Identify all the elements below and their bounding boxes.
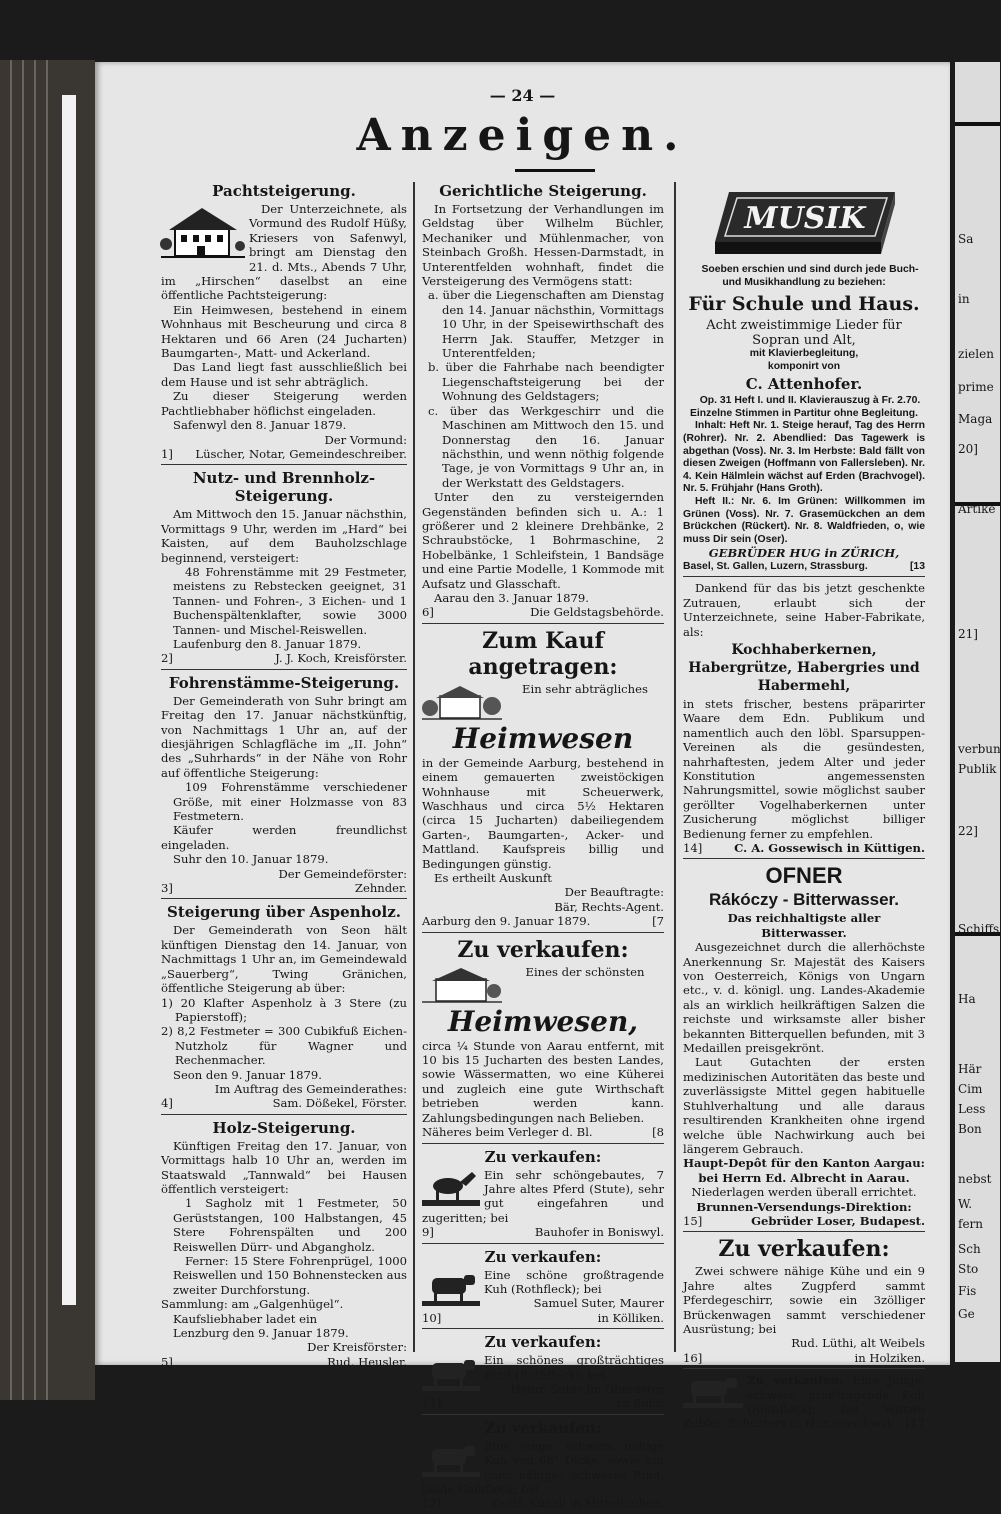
ad-text: Eine schöne großtragende Kuh (Rothfleck); bei	[484, 1267, 664, 1296]
ad-text: Eine junge, schwere großtragende Kuh (Rothfleck); bei Wittwe Zubler, Schusters in Hunzenschwyl.	[683, 1373, 926, 1431]
adjacent-page-fragment: Schiffs	[958, 922, 1000, 936]
column-2	[422, 180, 664, 1511]
ad-title: Zu verkaufen:	[457, 936, 629, 963]
ad-text: Künftigen Freitag den 17. Januar, von Vormittags halb 10 Uhr an, werden im Staatswald „Tannwald“ bei Hausen öffentlich versteigert:	[161, 1138, 407, 1196]
ad-title: Steigerung über Aspenholz.	[167, 903, 401, 922]
ad-items: 48 Fohrenstämme mit 29 Festmeter, meistens zu Rebstecken geeignet, 31 Tannen- und Fohren-, 3 Eichen- und 1 Buchenspältenklafter, sowie 3000 Tannen- und Mischel-Reiswellen.	[173, 564, 407, 637]
musik-logo-text: MUSIK	[744, 201, 866, 236]
ad-title: Zu verkaufen:	[747, 1373, 844, 1388]
ad-text: Ein sehr schöngebautes, 7 Jahre altes Pferd (Stute), sehr gut eingefahren und zugeritten; bei	[422, 1167, 664, 1225]
page-edge-strip	[62, 95, 76, 1305]
ad-text: Op. 31 Heft I. und II. Klavierauszug à Fr. 2.70. Einzelne Stimmen in Partitur ohne Begleitung.	[689, 395, 921, 419]
ad-verkaufen-kuh	[422, 1248, 664, 1330]
ad-musik	[683, 186, 925, 577]
ad-items: 109 Fohrenstämme verschiedener Größe, mit einer Holzmasse von 83 Festmetern.	[173, 780, 407, 824]
ad-items: 1 Sagholz mit 1 Festmeter, 50 Gerüststangen, 100 Halbstangen, 45 Stere Fohrenspälten und 200 Reiswellen Dürr- und Abgangholz.	[173, 1196, 407, 1254]
ad-signer: Die Geldstagsbehörde.	[530, 605, 664, 620]
adjacent-page-fragment: Artike	[958, 502, 996, 516]
ad-title: OFNER	[765, 863, 843, 889]
adjacent-page-fragment: Ha	[958, 992, 976, 1006]
ad-text: Der Unterzeichnete, als Vormund des Rudolf Hüßy, Kriesers von Safenwyl, bringt am Dienstag den 21. d. Mts., Abends 7 Uhr, im „Hirschen“ daselbst an eine öffentliche Pachtsteigerung:	[161, 202, 407, 303]
adjacent-page-fragment: Fis	[958, 1284, 977, 1298]
ad-place: in Kölliken.	[597, 1310, 664, 1325]
ad-signer: Bauhofer in Boniswyl.	[534, 1225, 664, 1240]
ad-text: Niederlagen werden überall errichtet.	[691, 1185, 917, 1200]
adjacent-page-fragment: W.	[958, 1197, 973, 1211]
ad-date: Aarau den 3. Januar 1879.	[434, 590, 589, 605]
adjacent-page-fragment: Här	[958, 1062, 982, 1076]
ad-text: Zwei schwere nähige Kühe und ein 9 Jahre altes Zugpferd sammt Pferdegeschirr, sowie ein 3zölliger Brückenwagen sammt verschiedener Ausrüstung; bei	[683, 1264, 925, 1336]
ad-text: Dankend für das bis jetzt geschenkte Zutrauen, erlaubt sich der Unterzeichnete, seine Haber-Fabrikate, als:	[683, 581, 925, 639]
ad-title-2: Rákóczy - Bitterwasser.	[709, 890, 899, 910]
ad-text: Ausgezeichnet durch die allerhöchste Anerkennung Sr. Majestät des Kaisers von Oesterreich, Königs von Ungarn etc., v. d. königl. ung. Landes-Akademie als an wirklich heilkräftigen Salzen die reichste und wirksamste aller bisher bekannten Bitterquellen befunden, mit 3 Medaillen preisgekrönt.	[683, 940, 925, 1056]
ad-date: Seon den 9. Januar 1879.	[173, 1067, 322, 1082]
adjacent-page-fragment: Sa	[958, 232, 974, 246]
ad-signer: Gottl. Künzli in Mittelmuhen.	[492, 1496, 664, 1511]
ad-title: Zu verkaufen:	[484, 1333, 602, 1352]
adjacent-page-fragment: Cim	[958, 1082, 983, 1096]
book-left-edge	[0, 60, 95, 1400]
page-number: — 24 —	[489, 86, 556, 105]
ad-signer-role: Der Vormund:	[324, 432, 407, 447]
ad-aspenholz	[161, 903, 407, 1114]
ad-text: Kaufsliebhaber ladet ein	[173, 1311, 318, 1326]
ad-products: Kochhaberkernen, Habergrütze, Habergries und Habermehl,	[688, 641, 920, 694]
ad-number: 11]	[422, 1396, 442, 1411]
ad-text: in der Gemeinde Aarburg, bestehend in einem gemauerten zweistöckigen Wohnhause mit Scheuerwerk, Waschhaus und circa 5½ Hektaren (circa 15 Jucharten) dabeiliegendem Garten-, Baumgarten-, Acker- und Mattland. Kaufspreis billig und Bedingungen günstig.	[422, 755, 664, 871]
adjacent-page-fragment: fern	[958, 1217, 984, 1231]
ad-text: Zu dieser Steigerung werden Pachtliebhaber höflichst eingeladen.	[161, 389, 407, 418]
adjacent-page-fragment: Bon	[958, 1122, 982, 1136]
ad-signer: Rud. Heusler.	[327, 1354, 407, 1369]
ad-date: Laufenburg den 8. Januar 1879.	[173, 636, 362, 651]
ad-title: Zu verkaufen:	[484, 1147, 602, 1166]
adjacent-page-fragment: 21]	[958, 627, 978, 641]
ad-text: Der Gemeinderath von Seon hält künftigen Dienstag den 14. Januar, von Nachmittags 1 Uhr an, im Gemeindewald „Sauerberg“, Twing Gränichen, öffentliche Steigerung ab über:	[161, 923, 407, 996]
adjacent-page-fragment: Maga	[958, 412, 993, 426]
adjacent-page-fragment: Sch	[958, 1242, 981, 1256]
newspaper-page	[95, 62, 950, 1511]
column-3	[683, 180, 926, 1431]
ad-number: 4]	[161, 1096, 173, 1111]
ad-depot: Haupt-Depôt für den Kanton Aargau: bei Herrn Ed. Albrecht in Aarau.	[683, 1156, 925, 1185]
ad-title: Zum Kauf angetragen:	[468, 627, 618, 680]
adjacent-page-fragment: 22]	[958, 824, 978, 838]
ad-number: 6]	[422, 605, 434, 620]
ad-text: circa ¼ Stunde von Aarau entfernt, mit 10 bis 15 Jucharten des besten Landes, sowie Wässermatten, wo eine Küherei und zugleich eine gute Wirthschaft betrieben werden kann. Zahlungsbedingungen nach Belieben.	[422, 1038, 664, 1125]
ad-number: [7	[652, 914, 664, 929]
ad-signer: Zehnder.	[354, 881, 407, 896]
ad-signer: Bär, Rechts-Agent.	[554, 899, 664, 914]
ad-date: Lenzburg den 9. Januar 1879.	[173, 1326, 349, 1341]
ad-text: Unter den zu versteigernden Gegenständen befinden sich u. A.: 1 größerer und 2 kleinere Drehbänke, 2 Schraubstöcke, 1 Bohrmaschine, 2 Hobelbänke, 1 Schleifstein, 1 Bandsäge und eine Partie Modelle, 1 Kommode mit Aufsatz und Glasschaft.	[422, 490, 664, 591]
ad-signer: Heinr. Suter im Oberester	[510, 1381, 664, 1396]
ad-holz	[161, 1119, 407, 1373]
ad-item: c. über das Werkgeschirr und die Maschinen am Mittwoch den 15. und Donnerstag den 16. Januar nächsthin, und wenn nöthig folgende Tage, je von Vormittags 9 Uhr an, in der Werkstatt des Geldstagers.	[428, 403, 664, 490]
ad-number: [13	[909, 560, 925, 572]
column-1	[161, 180, 407, 1369]
column-rule	[674, 182, 676, 1352]
ad-verkaufen-kuh-2	[683, 1373, 925, 1434]
ad-title: Gerichtliche Steigerung.	[439, 182, 647, 200]
ad-number: [17	[905, 1416, 925, 1431]
ad-date: Suhr den 10. Januar 1879.	[173, 852, 329, 867]
ad-item: a. über die Liegenschaften am Dienstag den 14. Januar nächsthin, Vormittags 10 Uhr, in der Speisewirthschaft des Herrn Jak. Stauffer, Metzger in Unterentfelden;	[428, 288, 664, 361]
ad-number: 1]	[161, 446, 173, 461]
ad-signer: C. A. Gossewisch in Küttigen.	[734, 841, 925, 855]
farmhouse-illustration	[161, 202, 245, 262]
ad-number: 9]	[422, 1225, 434, 1240]
ad-haber	[683, 581, 925, 859]
estate-illustration	[422, 682, 502, 724]
ad-cities: Basel, St. Gallen, Luzern, Strassburg.	[683, 560, 868, 572]
ad-text: Ein schönes großträchtiges Rind (Rothfleck); bei	[484, 1353, 664, 1382]
ad-number: [8	[652, 1125, 664, 1140]
ad-lead: Eines der schönsten	[525, 964, 645, 979]
ad-number: 5]	[161, 1354, 173, 1369]
horse-illustration	[422, 1168, 480, 1208]
ad-signer: Rud. Lüthi, alt Weibels	[791, 1336, 925, 1351]
ad-signer-role: Der Beauftragte:	[564, 885, 664, 900]
ad-number: 2]	[161, 651, 173, 666]
ad-text: In Fortsetzung der Verhandlungen im Geldstag über Wilhelm Büchler, Mechaniker und Mühlenmacher, von Steinbach Großh. Hessen-Darmstadt, in Unterentfelden wohnhaft, findet die Versteigerung des Vermögens statt:	[422, 202, 664, 289]
ad-title: Zu verkaufen:	[484, 1418, 602, 1437]
ad-place: zu Suhr.	[615, 1396, 664, 1411]
ad-place: in Holziken.	[854, 1350, 925, 1365]
adjacent-page	[955, 62, 1000, 1362]
ad-date: Aarburg den 9. Januar 1879.	[422, 914, 591, 929]
ad-intro: Soeben erschien und sind durch jede Buch- und Musikhandlung zu beziehen:	[701, 264, 919, 288]
ad-item: b. über die Fahrhabe nach beendigter Liegenschaftsteigerung bei der Wohnung des Geldstagers;	[428, 360, 664, 404]
ad-number: 3]	[161, 881, 173, 896]
ad-title: Fohrenstämme-Steigerung.	[168, 673, 400, 692]
ad-text: in stets frischer, bestens präparirter Waare dem Edn. Publikum und namentlich auch den löbl. Sparsuppen-Vereinen als die gesündesten, nahrhaftesten, jedem Alter und jeder Konstitution angemessensten Nahrungsmittel, sowie möglichst sauber geröllter Vogelhaberkernen unter Zusicherung möglichst billiger Bedienung ferner zu empfehlen.	[683, 696, 925, 841]
ad-signer-role: Im Auftrag des Gemeinderathes:	[214, 1081, 407, 1096]
ad-verkaufen-kuehe	[683, 1236, 925, 1369]
ad-gerichtlich	[422, 182, 664, 624]
ad-text: Sammlung: am „Galgenhügel“.	[161, 1297, 344, 1312]
ad-verkaufen-pferd	[422, 1148, 664, 1244]
ad-headline: Heimwesen,	[447, 1004, 639, 1038]
ad-publisher: GEBRÜDER HUG in ZÜRICH,	[708, 546, 900, 561]
adjacent-page-fragment: prime	[958, 380, 994, 394]
adjacent-page-fragment: 20]	[958, 442, 978, 456]
ad-signer: J. J. Koch, Kreisförster.	[275, 651, 407, 666]
ad-zum-kauf	[422, 628, 664, 933]
ad-signer-role: Der Kreisförster:	[307, 1340, 407, 1355]
ad-composer: C. Attenhofer.	[745, 375, 863, 394]
ad-text: Eine junge, schwere nähige Kuh von 68" Dicke, sowie ein ganz nähiges schweres Rind, beide Gelbfleck; bei	[422, 1438, 664, 1496]
ad-nutzholz	[161, 469, 407, 669]
ad-ofner	[683, 863, 925, 1232]
ad-signer: Samuel Suter, Maurer	[533, 1296, 664, 1311]
adjacent-page-fragment: Sto	[958, 1262, 979, 1276]
ad-title: Zu verkaufen:	[484, 1247, 602, 1266]
ad-text: komponirt von	[767, 360, 841, 372]
ad-text: Inhalt: Heft Nr. 1. Steige herauf, Tag des Herrn (Rohrer). Nr. 2. Abendlied: Das Tagewerk is abgethan (Voss). Nr. 3. Im Herbste: Bald fällt von diesen Zweigen (Hoffmann von Fallersleben). Nr. 4. Kein Hälmlein wächst auf Erden (Brachvogel). Nr. 5. Frühjahr (Hans Groth).	[683, 420, 925, 495]
ad-verkaufen-heimwesen	[422, 937, 664, 1144]
ad-title: Pachtsteigerung.	[212, 182, 356, 200]
ad-text: Am Mittwoch den 15. Januar nächsthin, Vormittags 9 Uhr, werden im „Hard“ bei Kaisten, auf dem Bauholzschlage beginnend, versteigert:	[161, 507, 407, 565]
ad-direction: Brunnen-Versendungs-Direktion:	[696, 1199, 912, 1214]
ad-title: Für Schule und Haus.	[688, 293, 920, 316]
ad-text: Käufer werden freundlichst eingeladen.	[161, 823, 407, 852]
ad-title: Nutz- und Brennholz-Steigerung.	[192, 469, 376, 506]
ad-text: mit Klavierbegleitung,	[749, 348, 859, 359]
ad-number: 12]	[422, 1496, 442, 1511]
ad-verkaufen-rind	[422, 1333, 664, 1415]
ad-number: 14]	[683, 841, 703, 855]
ad-text: Es ertheilt Auskunft	[434, 871, 552, 886]
ad-info: Näheres beim Verleger d. Bl.	[422, 1125, 593, 1140]
ad-number: 15]	[683, 1213, 703, 1228]
ad-text: Heft II.: Nr. 6. Im Grünen: Willkommen im Grünen (Voss). Nr. 7. Grasemückchen an dem Brückchen (Rückert). Nr. 8. Waldfrieden, o, wie muss Dir sein (Oser).	[683, 495, 925, 545]
ad-item: 2) 8,2 Festmeter = 300 Cubikfuß Eichen-Nutzholz für Wagner und Rechenmacher.	[161, 1024, 407, 1068]
ad-title: Holz-Steigerung.	[212, 1118, 356, 1137]
ad-subtitle: Acht zweistimmige Lieder für Sopran und Alt,	[706, 318, 902, 348]
masthead-rule	[515, 169, 595, 172]
ad-text: Laut Gutachten der ersten medizinischen Autoritäten das beste und zuverlässigste Mittel gegen habituelle Stuhlverhaltung und alle daraus resultirenden Krankheiten ohne irgend welche üble Nachwirkung auch bei längerem Gebrauch.	[683, 1055, 925, 1156]
ad-date: Safenwyl den 8. Januar 1879.	[173, 418, 347, 433]
ad-signer: Sam. Dößekel, Förster.	[272, 1096, 407, 1111]
ad-signer-role: Der Gemeindeförster:	[278, 866, 407, 881]
ad-text: Das Land liegt fast ausschließlich bei dem Hause und ist sehr abträglich.	[161, 360, 407, 389]
cow-illustration	[422, 1439, 480, 1479]
adjacent-page-fragment: Ge	[958, 1307, 975, 1321]
ad-headline: Heimwesen	[452, 721, 634, 755]
adjacent-page-fragment: verbun	[958, 742, 1001, 756]
masthead: Anzeigen.	[356, 110, 689, 161]
adjacent-page-fragment: in	[958, 292, 970, 306]
ad-text: Ein Heimwesen, bestehend in einem Wohnhaus mit Bescheurung und circa 8 Hektaren und 66 Aren (24 Jucharten) Baumgarten-, Matt- und Ackerland.	[161, 302, 407, 361]
cow-illustration	[422, 1268, 480, 1308]
ad-items: Ferner: 15 Stere Fohrenprügel, 1000 Reiswellen und 150 Bohnenstecken aus zweiter Durchforstung.	[173, 1254, 407, 1297]
ad-number: 16]	[683, 1350, 703, 1365]
ad-verkaufen-kuh-rind	[422, 1419, 664, 1514]
adjacent-page-fragment: zielen	[958, 347, 994, 361]
adjacent-page-fragment: Less	[958, 1102, 986, 1116]
ad-text: Der Gemeinderath von Suhr bringt am Freitag den 17. Januar nächstkünftig, von Nachmittags 1 Uhr an, auf der diesjährigen Schlagfläche im „II. John“ des „Suhrhards“ in der Nähe von Rohr auf öffentliche Steigerung:	[161, 693, 407, 780]
ad-subtitle: Das reichhaltigste aller Bitterwasser.	[727, 911, 881, 940]
cow-illustration	[683, 1373, 743, 1409]
ad-number: 10]	[422, 1310, 442, 1325]
ad-title: Zu verkaufen:	[718, 1236, 890, 1263]
ad-pacht	[161, 182, 407, 465]
adjacent-page-fragment: Publik	[958, 762, 997, 776]
adjacent-page-fragment: nebst	[958, 1172, 992, 1186]
ad-fohren	[161, 674, 407, 900]
column-rule	[413, 182, 415, 1352]
ad-signer: Lüscher, Notar, Gemeindeschreiber.	[195, 446, 407, 461]
ad-signer: Gebrüder Loser, Budapest.	[751, 1213, 925, 1228]
ad-item: 1) 20 Klafter Aspenholz à 3 Stere (zu Papierstoff);	[161, 995, 407, 1024]
estate-illustration	[422, 965, 502, 1007]
musik-book-logo	[709, 186, 899, 260]
cow-illustration	[422, 1353, 480, 1393]
ad-lead: Ein sehr abträgliches	[522, 681, 648, 696]
